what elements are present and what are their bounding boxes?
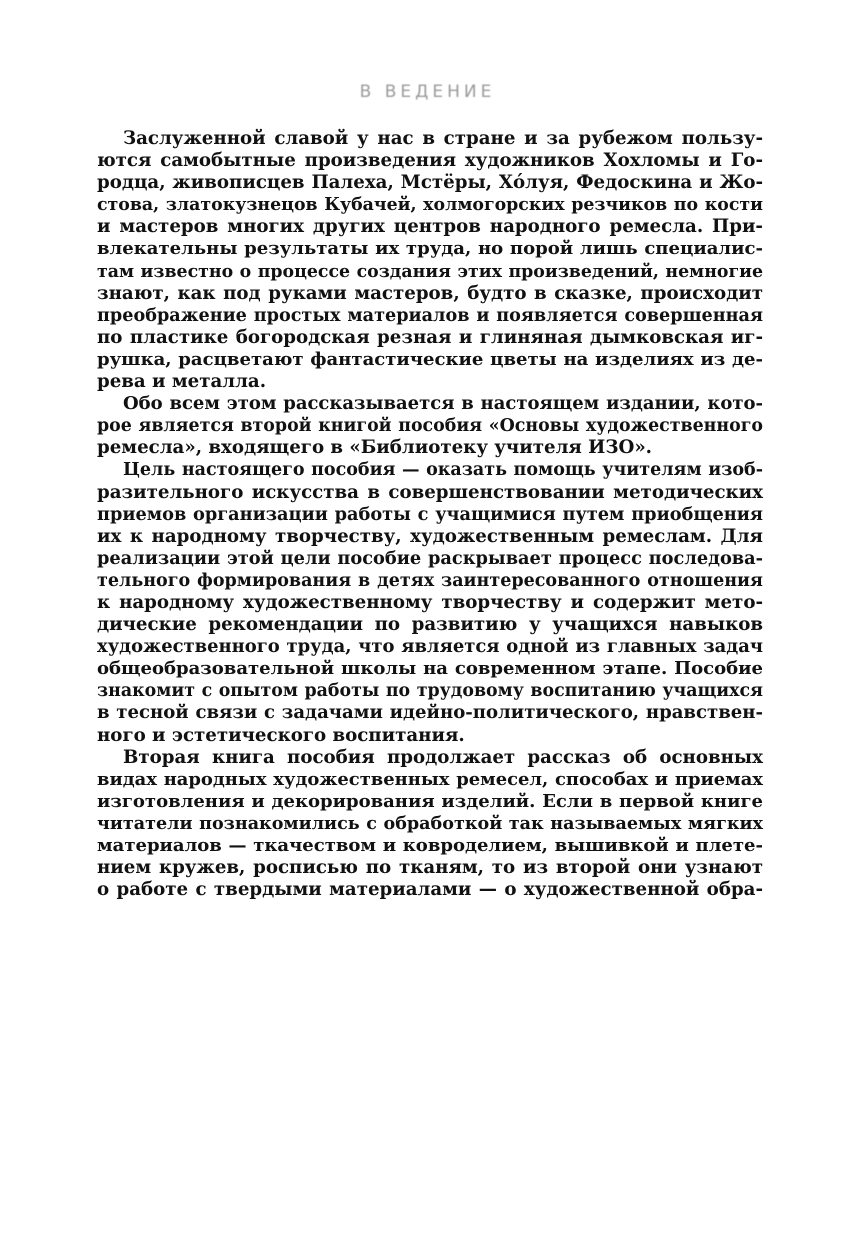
text-line: изготовления и декорирования изделий. Если в первой книге: [97, 790, 763, 812]
text-line: рое является второй книгой пособия «Основы художественного: [97, 416, 763, 437]
text-line: нием кружев, росписью по тканям, то из второй они узнают: [97, 857, 763, 879]
text-line: рева и металла.: [97, 371, 267, 393]
text-line: там известно о процессе создания этих произведений, немногие: [97, 261, 763, 282]
text-line: влекательны результаты их труда, но порой лишь специалис-: [97, 238, 763, 260]
text-line: знакомит с опытом работы по трудовому воспитанию учащихся: [97, 681, 763, 702]
paragraph-2: [97, 393, 763, 459]
text-line: о работе с твердыми материалами — о художественной обра-: [97, 879, 763, 901]
text-line: реализации этой цели пособие раскрывает процесс последова-: [97, 547, 763, 569]
text-line: стова, златокузнецов Кубачей, холмогорских резчиков по кости: [97, 195, 763, 216]
text-line: родца, живописцев Палеха, Мстёры, Хо́луя, Федоскина и Жо-: [97, 172, 763, 194]
text-line: тельного формирования в детях заинтересованного отношения: [97, 570, 763, 591]
text-line: видах народных художественных ремесел, способах и приемах: [97, 768, 763, 790]
text-line: Вторая книга пособия продолжает рассказ об основных: [123, 746, 763, 768]
text-line: знают, как под руками мастеров, будто в сказке, происходит: [97, 282, 763, 304]
text-line: общеобразовательной школы на современном этапе. Пособие: [97, 658, 763, 680]
text-line: и мастеров многих других центров народного ремесла. При-: [97, 216, 763, 238]
text-line: Заслуженной славой у нас в стране и за рубежом пользу-: [123, 128, 763, 149]
text-line: рушка, расцветают фантастические цветы на изделиях из де-: [97, 348, 763, 370]
paragraph-4: [97, 747, 763, 902]
text-line: читатели познакомились с обработкой так называемых мягких: [97, 813, 763, 834]
text-line: материалов — ткачеством и ковроделием, вышивкой и плете-: [97, 835, 763, 856]
text-line: в тесной связи с задачами идейно-политического, нравствен-: [97, 702, 763, 724]
text-line: художественного труда, что является одной из главных задач: [97, 636, 763, 658]
text-line: преображение простых материалов и появляется совершенная: [97, 304, 763, 326]
text-line: дические рекомендации по развитию у учащихся навыков: [97, 614, 763, 636]
text-line: по пластике богородская резная и глиняная дымковская иг-: [97, 326, 763, 348]
paragraph-1: [97, 128, 763, 393]
body-text: [97, 128, 763, 901]
text-line: ются самобытные произведения художников Хохломы и Го-: [97, 150, 763, 172]
text-line: Обо всем этом рассказывается в настоящем издании, кото-: [123, 393, 763, 415]
text-line: ного и эстетического воспитания.: [97, 724, 465, 746]
page-header: В ВЕДЕНИЕ: [359, 82, 496, 102]
text-line: к народному художественному творчеству и содержит мето-: [97, 591, 763, 613]
text-line: разительного искусства в совершенствовании методических: [97, 481, 763, 503]
text-line: их к народному творчеству, художественным ремеслам. Для: [97, 525, 763, 547]
text-line: ремесла», входящего в «Библиотеку учителя ИЗО».: [97, 437, 653, 459]
paragraph-3: [97, 459, 763, 746]
text-line: приемов организации работы с учащимися путем приобщения: [97, 503, 763, 525]
text-line: Цель настоящего пособия — оказать помощь учителям изоб-: [123, 460, 763, 481]
